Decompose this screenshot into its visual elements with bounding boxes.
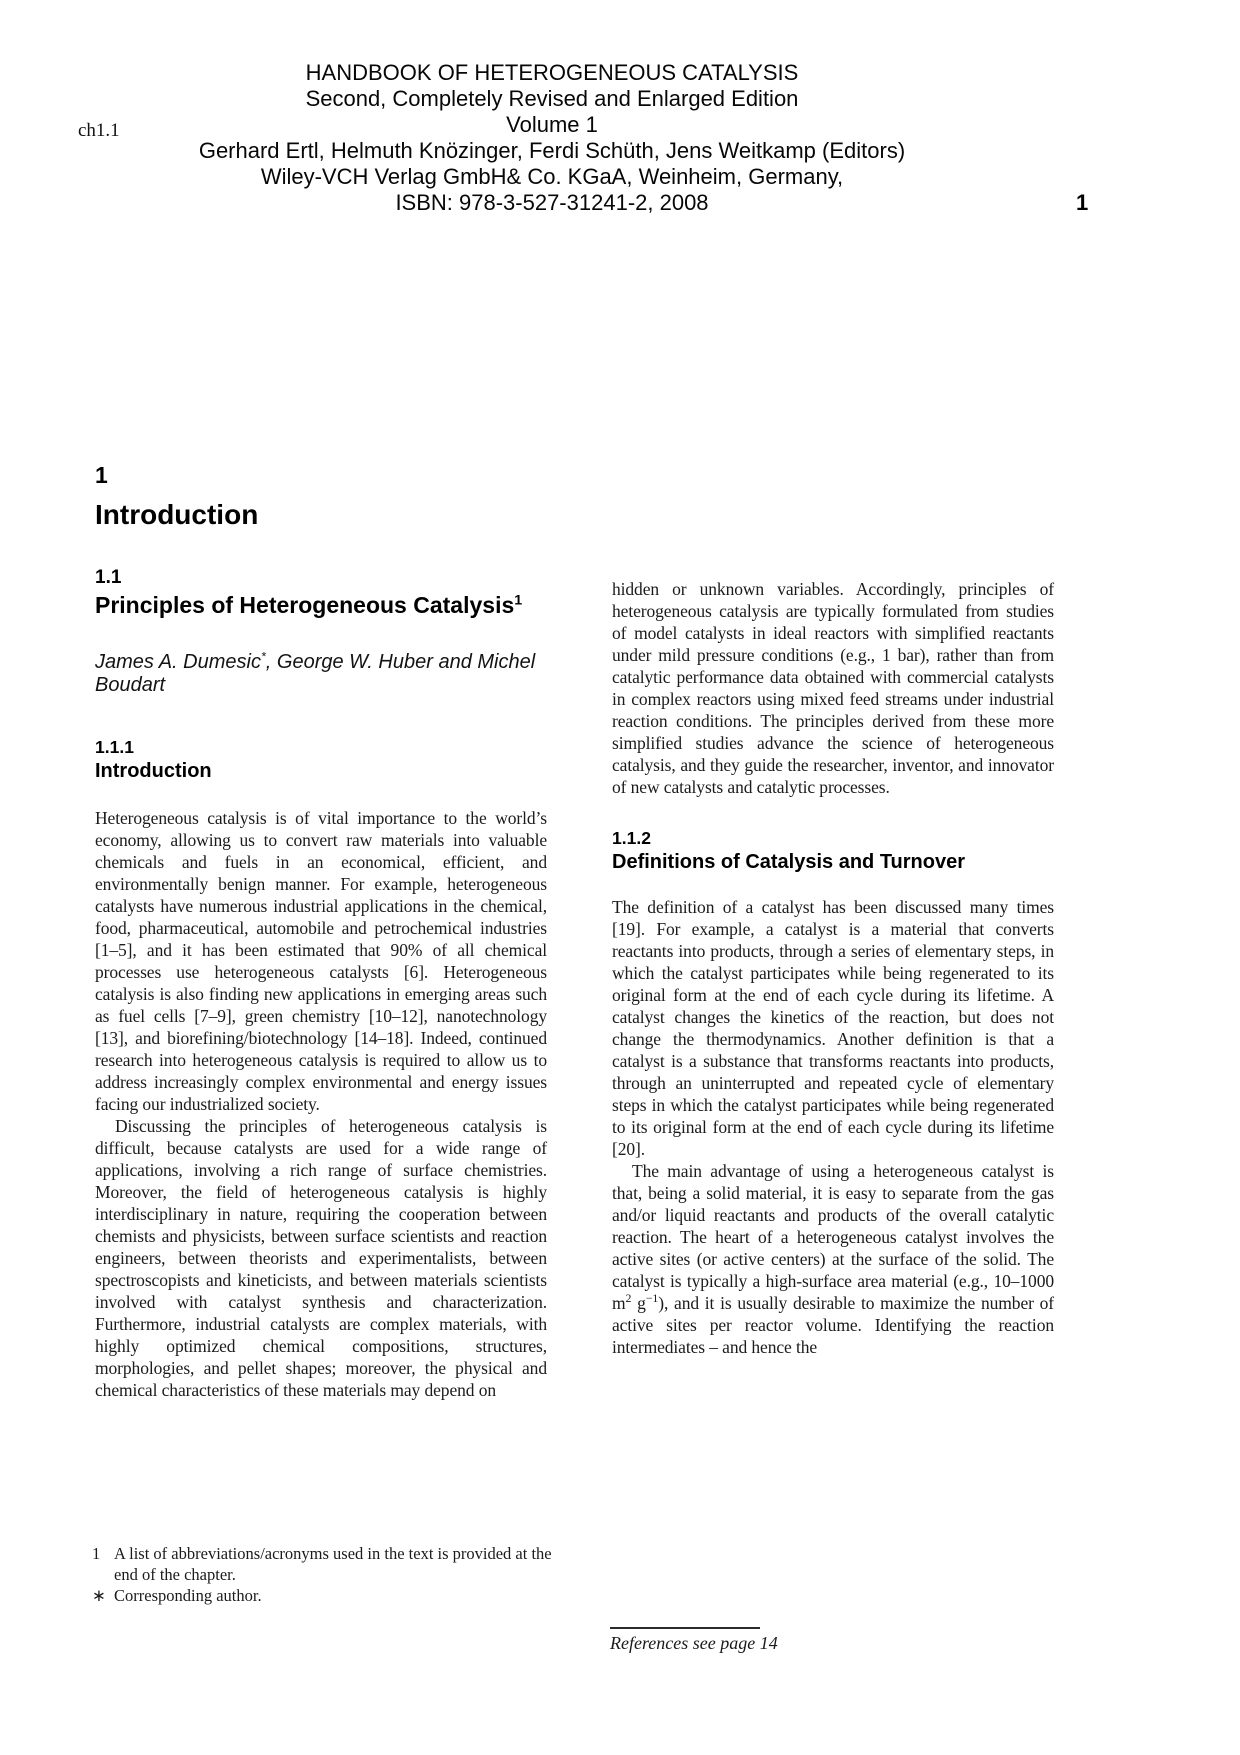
footnotes-block: [86, 1543, 558, 1606]
advantage-text-mid: g: [631, 1293, 646, 1314]
paragraph-continuation: hidden or unknown variables. Accordingly, principles of heterogeneous catalysis are typically formulated from studies of model catalysts in ideal reactors with simplified reactants under mild pressure conditions (e.g., 1 bar), rather than from catalytic performance data obtained with commercial catalysts in complex reactors using mixed feed streams under industrial reaction conditions. The principles derived from these more simplified studies advance the science of heterogeneous catalysis, and they guide the researcher, inventor, and innovator of new catalysts and catalytic processes.: [612, 579, 1054, 797]
right-column: [612, 578, 1054, 1358]
references-rule: [610, 1627, 760, 1629]
chapter-number: 1: [95, 462, 108, 488]
book-isbn: ISBN: 978-3-527-31241-2, 2008: [395, 190, 709, 215]
footnote-text: A list of abbreviations/acronyms used in the text is provided at the end of the chapter.: [114, 1544, 552, 1584]
section-footnote-reference: 1: [514, 592, 523, 609]
references-note: References see page 14: [610, 1633, 778, 1653]
book-volume: Volume 1: [506, 112, 598, 137]
book-editors: Gerhard Ertl, Helmuth Knözinger, Ferdi Schüth, Jens Weitkamp (Editors): [198, 138, 906, 163]
paragraph-definition: The definition of a catalyst has been discussed many times [19]. For example, a catalyst is a material that converts reactants into products, through a series of elementary steps, in which the catalyst participates while being regenerated to its original form at the end of each cycle during its lifetime. A catalyst changes the kinetics of the reaction, but does not change the thermodynamics. Another definition is that a catalyst is a substance that transforms reactants into products, through an uninterrupted and repeated cycle of elementary steps in which the catalyst participates while being regenerated to its original form at the end of each cycle during its lifetime [20].: [612, 897, 1054, 1160]
footnote-marker: ∗: [92, 1586, 106, 1605]
book-citation-header: [92, 60, 1012, 216]
paragraph-advantage: [612, 1160, 1054, 1358]
left-column: [95, 464, 547, 1401]
section-1-1-2-number: 1.1.2: [612, 828, 651, 848]
section-1-1-1-number: 1.1.1: [95, 736, 134, 757]
book-publisher: Wiley-VCH Verlag GmbH& Co. KGaA, Weinheim, Germany,: [260, 164, 844, 189]
section-1-1-title-text: Principles of Heterogeneous Catalysis: [95, 592, 515, 619]
superscript-per-gram: −1: [645, 1291, 659, 1306]
footnote-marker: 1: [92, 1544, 101, 1563]
section-1-1-number: 1.1: [95, 567, 122, 589]
authors-line: [95, 648, 547, 697]
footnote-text: Corresponding author.: [114, 1586, 262, 1605]
references-footer: [610, 1627, 930, 1654]
paragraph-intro-1: Heterogeneous catalysis is of vital importance to the world’s economy, allowing us to convert raw materials into valuable chemicals and fuels in an economical, efficient, and environmentally benign manner. For example, heterogeneous catalysts have numerous industrial applications in the chemical, food, pharmaceutical, automobile and petrochemical industries [1–5], and it has been estimated that 90% of all chemical processes use heterogeneous catalysts [6]. Heterogeneous catalysis is also finding new applications in emerging areas such as fuel cells [7–9], green chemistry [10–12], nanotechnology [13], and biorefining/biotechnology [14–18]. Indeed, continued research into heterogeneous catalysis is required to allow us to address increasingly complex environmental and energy issues facing our industrialized society.: [95, 807, 547, 1114]
footnote-corresponding-author: [86, 1585, 558, 1606]
section-1-1-2-title: Definitions of Catalysis and Turnover: [612, 851, 966, 874]
advantage-text-before: The main advantage of using a heterogeneous catalyst is that, being a solid material, it is easy to separate from the gas and/or liquid reactants and products of the overall catalytic reaction. The heart of a heterogeneous catalyst involves the active sites (or active centers) at the surface of the solid. The catalyst is typically a high-surface area material (e.g., 10–1000 m: [612, 1161, 1054, 1314]
authors-rest: , George W. Huber and Michel Boudart: [95, 650, 536, 696]
advantage-text-after: ), and it is usually desirable to maximize the number of active sites per reactor volume. Identifying the reaction intermediates – and hence the: [612, 1293, 1054, 1358]
book-title: HANDBOOK OF HETEROGENEOUS CATALYSIS: [305, 60, 799, 85]
footnote-abbreviations: [86, 1543, 558, 1585]
author-first: James A. Dumesic: [95, 650, 261, 673]
chapter-title: Introduction: [95, 499, 259, 530]
corresponding-author-marker: *: [260, 648, 266, 663]
paragraph-intro-2: Discussing the principles of heterogeneous catalysis is difficult, because catalysts are used for a wide range of applications, involving a rich range of surface chemistries. Moreover, the field of heterogeneous catalysis is highly interdisciplinary in nature, requiring the cooperation between chemists and physicists, between surface scientists and reaction engineers, between theorists and experimentalists, between spectroscopists and kineticists, and between materials scientists involved with catalyst synthesis and characterization. Furthermore, industrial catalysts are complex materials, with highly optimized chemical compositions, structures, morphologies, and pellet shapes; moreover, the physical and chemical characteristics of these materials may depend on: [95, 1115, 547, 1400]
section-1-1-title: [95, 592, 547, 618]
chapter-margin-label: ch1.1: [78, 120, 120, 141]
page-number: 1: [1076, 190, 1089, 215]
superscript-square-meters: 2: [625, 1291, 632, 1306]
section-1-1-1-title: Introduction: [95, 759, 212, 782]
book-edition: Second, Completely Revised and Enlarged Edition: [305, 86, 799, 111]
